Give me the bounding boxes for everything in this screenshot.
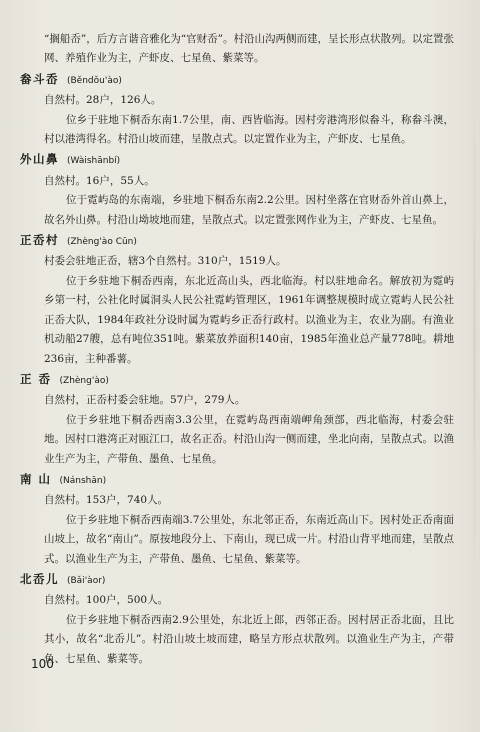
- entry-stats: 村委会驻地正岙，辖3个自然村。310户，1519人。: [44, 255, 287, 268]
- entry-pinyin: (Zhèng'ào Cūn): [67, 237, 137, 248]
- entry-heading: [20, 570, 454, 591]
- entry-description: 位于乡驻地下桐岙西南，东北近高山头，西北临海。村以驻地命名。解放初为霓屿乡第一村，公社化时属洞头人民公社霓屿管理区，1961年调整规模时成立霓屿人民公社正岙大队，1984年政社分设时属为霓屿乡正岙行政村。以渔业为主，农业为副。有渔业机动船27艘，总有吨位351吨。紫菜放养面积140亩，1985年渔业总产量778吨。耕地236亩，主种番薯。: [44, 274, 454, 365]
- entry-description: 位乡于驻地下桐岙东南1.7公里，南、西皆临海。因村旁港湾形似畚斗，称畚斗澳，村以港湾得名。村沿山坡而建，呈散点式。以定置作业为主，产虾皮、七星鱼。: [44, 113, 454, 146]
- intro-paragraph: “搁船岙”，后方言谐音雅化为“官财岙”。村沿山沟两侧而建，呈长形点状散列。以定置张网、养殖作业为主，产虾皮、七星鱼、紫菜等。: [44, 33, 454, 65]
- entry-heading: [20, 150, 454, 171]
- entry-pinyin: (Běndǒu'ào): [67, 75, 122, 86]
- entry-stats: 自然村。16户，55人。: [44, 174, 155, 187]
- entry-heading: [20, 370, 454, 391]
- page-edge-shadow: [473, 60, 476, 620]
- entry-name: 南 山: [20, 471, 52, 486]
- entry-heading: [20, 231, 454, 252]
- entry-name: 正 岙: [20, 371, 52, 386]
- entry-name: 外山鼻: [20, 152, 59, 167]
- entry-stats: 自然村。28户，126人。: [44, 94, 162, 107]
- entry-stats: 自然村，正岙村委会驻地。57户，279人。: [44, 394, 246, 407]
- entry-name: 北岙儿: [20, 571, 59, 586]
- entry-heading: [20, 70, 454, 91]
- entry-pinyin: (Wàishānbí): [67, 156, 121, 167]
- page-number: 100: [31, 657, 54, 671]
- entry-description: 位于霓屿岛的东南端，乡驻地下桐岙东南2.2公里。因村坐落在官财岙外首山鼻上，故名外山鼻。村沿山坳坡地而建，呈散点式。以定置张网作业为主，产虾皮、七星鱼。: [44, 194, 454, 226]
- entry-description: 位于乡驻地下桐岙西南2.9公里处，东北近上郎，西邻正岙。因村居正岙北面，且比其小，故名“北岙儿”。村沿山坡土坡而建，略呈方形点状散列。以渔业生产为主，产带鱼、七星鱼、紫菜等。: [44, 613, 454, 665]
- entry-pinyin: (Nánshān): [59, 475, 107, 486]
- entry-pinyin: (Zhèng'ào): [59, 375, 109, 386]
- entry-description: 位于乡驻地下桐岙西南端3.7公里处，东北邻正岙，东南近高山下。因村处正岙南面山坡上，故名“南山”。原按地段分上、下南山，现已成一片。村沿山背平地而建，呈散点式。以渔业生产为主，产带鱼、墨鱼、七星鱼、紫菜等。: [44, 513, 454, 565]
- entry-name: 正岙村: [20, 233, 59, 248]
- entry-pinyin: (Bǎi'àor): [67, 575, 106, 586]
- entry-stats: 自然村。100户，500人。: [44, 594, 169, 607]
- entry-name: 畚斗岙: [20, 71, 59, 86]
- entry-stats: 自然村。153户，740人。: [44, 494, 169, 507]
- entry-heading: [20, 470, 454, 491]
- entry-description: 位于乡驻地下桐岙西南3.3公里，在霓屿岛西南端岬角颈部，西北临海，村委会驻地。因村口港湾正对瓯江口，故名正岙。村沿山沟一侧而建，坐北向南，呈散点式。以渔业生产为主，产带鱼、墨鱼、七星鱼。: [44, 413, 454, 465]
